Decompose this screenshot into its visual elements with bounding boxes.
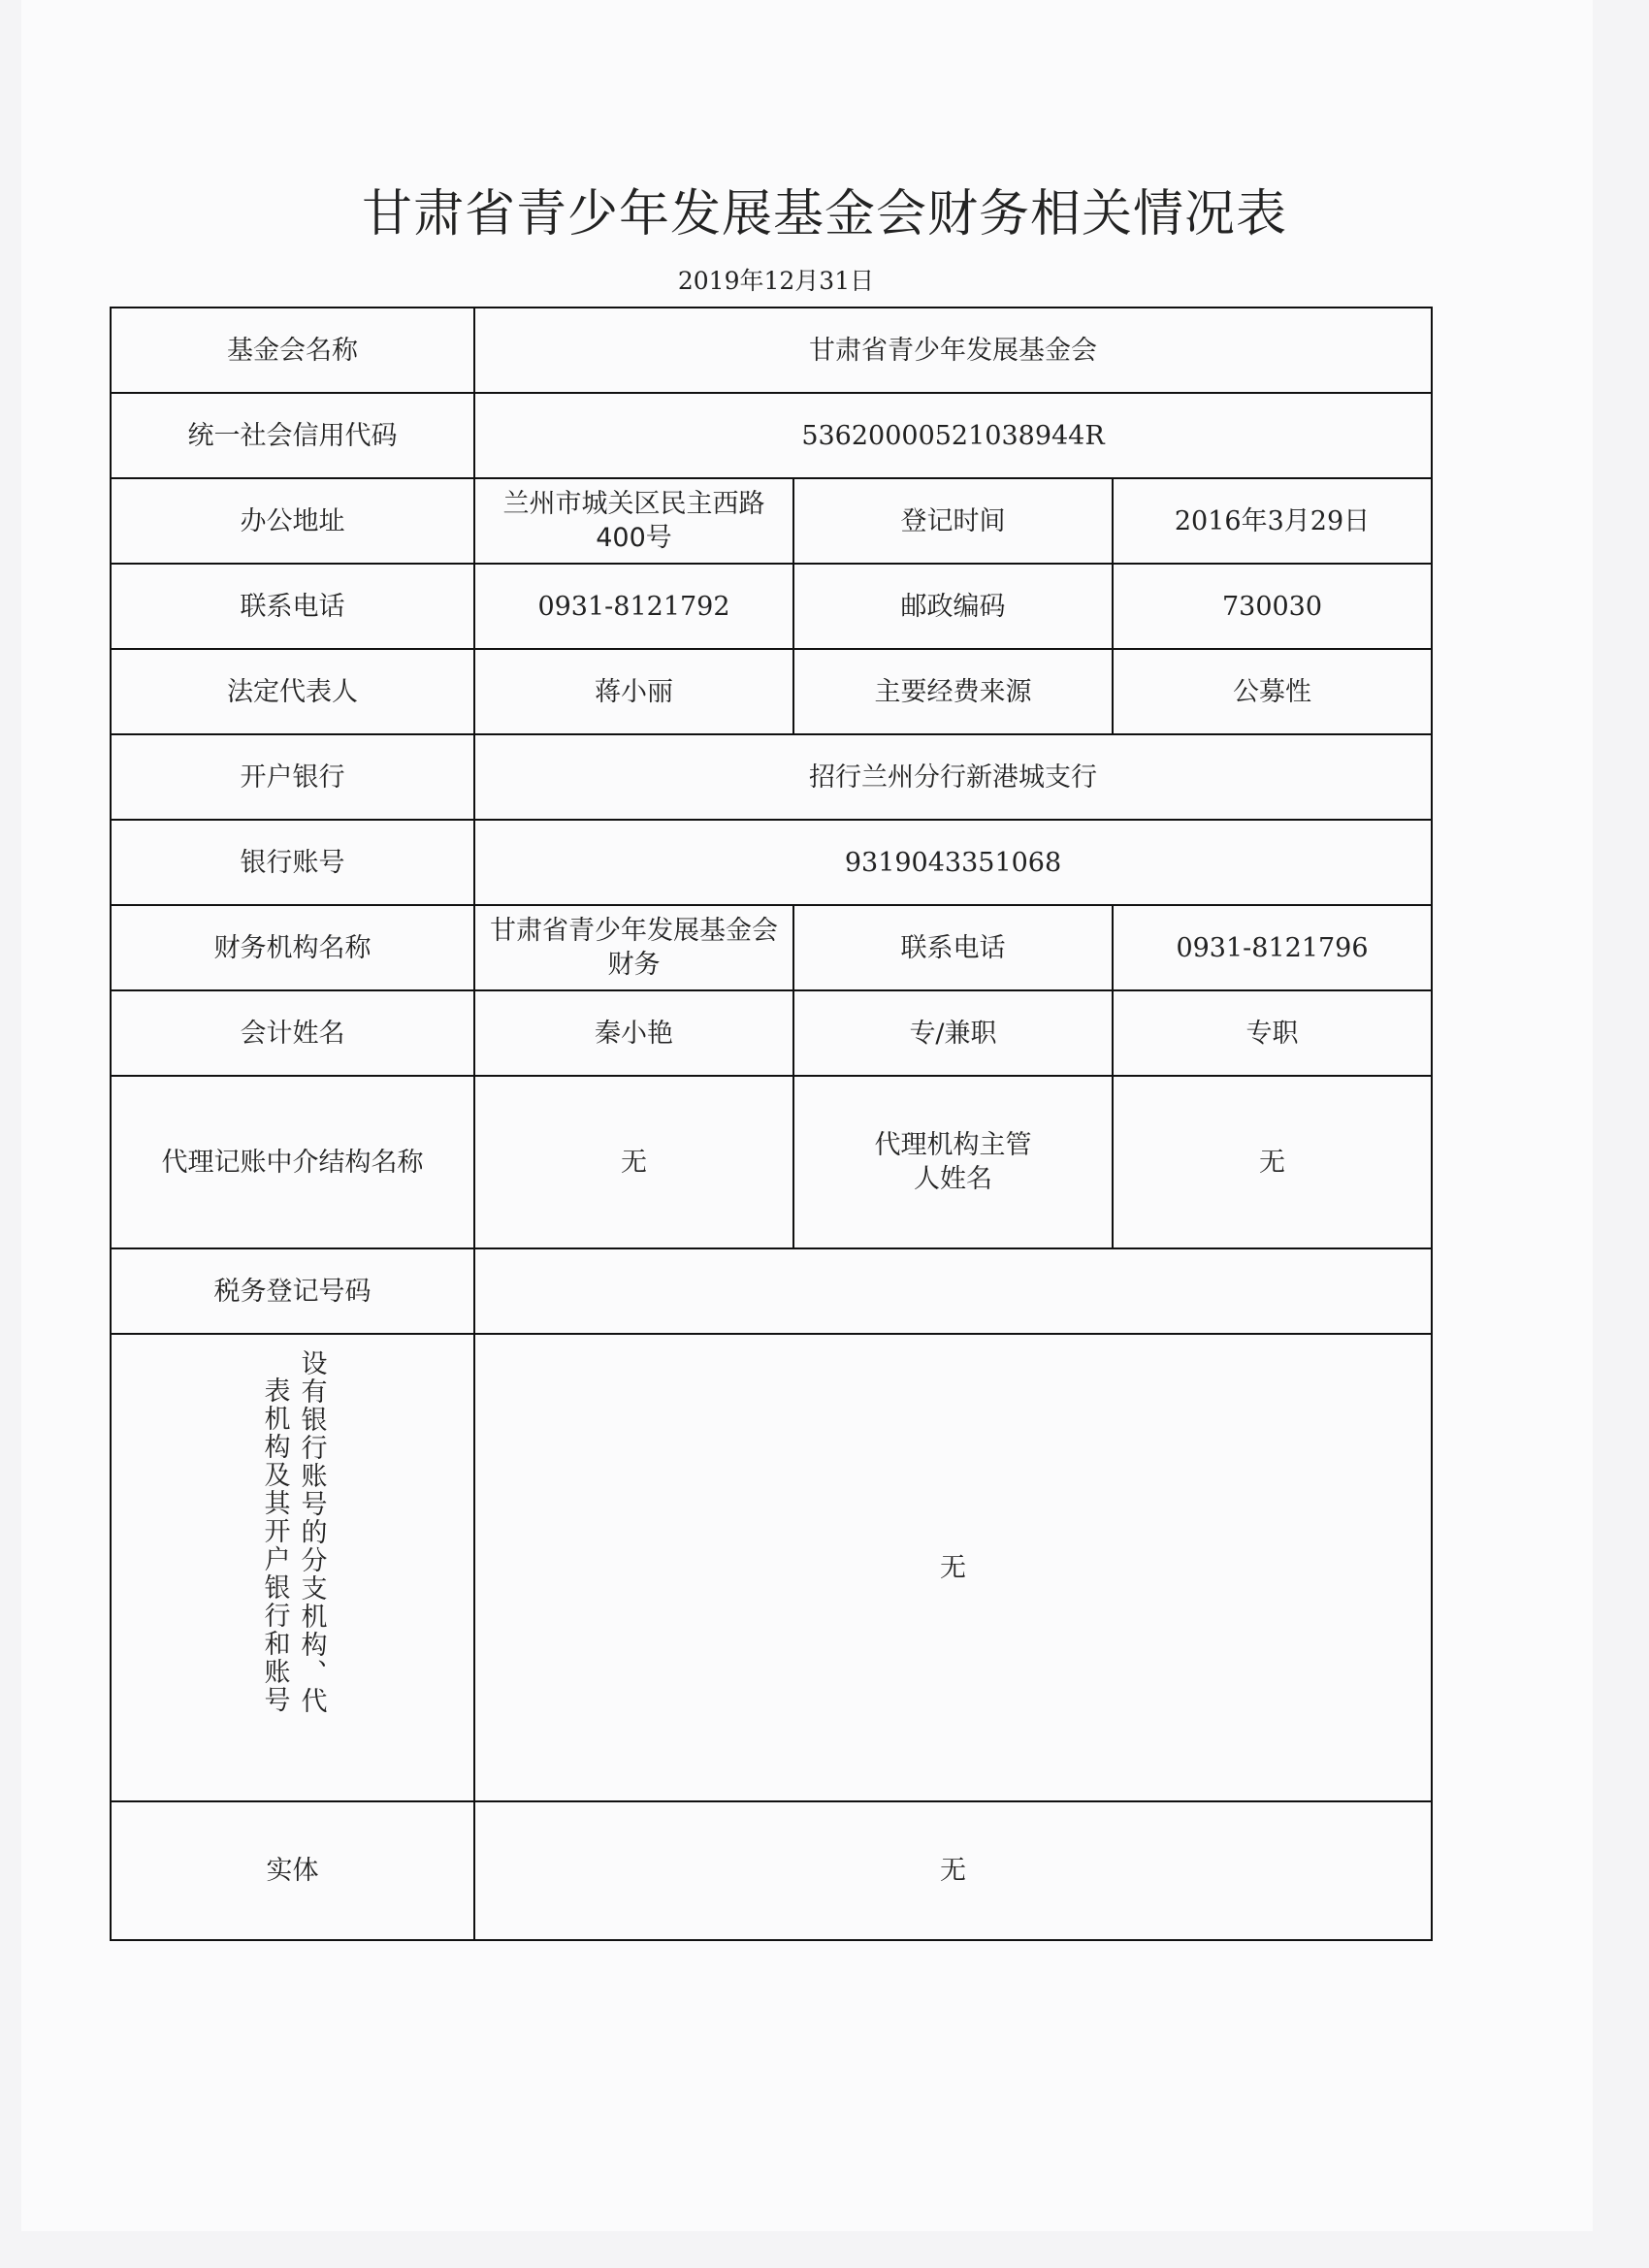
branches-value: 无 xyxy=(474,1334,1432,1801)
funding-source-value: 公募性 xyxy=(1113,649,1432,734)
table-row xyxy=(111,393,1432,478)
contact-phone-label: 联系电话 xyxy=(111,564,474,649)
table-row xyxy=(111,1334,1432,1801)
table-row xyxy=(111,308,1432,393)
finance-info-table xyxy=(110,307,1433,1941)
table-row xyxy=(111,1248,1432,1334)
table-row xyxy=(111,820,1432,905)
postal-code-value: 730030 xyxy=(1113,564,1432,649)
agency-name-value: 无 xyxy=(474,1076,793,1248)
bank-account-label: 银行账号 xyxy=(111,820,474,905)
legal-representative-label: 法定代表人 xyxy=(111,649,474,734)
bank-account-value: 9319043351068 xyxy=(474,820,1432,905)
foundation-name-label: 基金会名称 xyxy=(111,308,474,393)
finance-phone-label: 联系电话 xyxy=(793,905,1113,990)
agency-head-value: 无 xyxy=(1113,1076,1432,1248)
registration-time-value: 2016年3月29日 xyxy=(1113,478,1432,564)
table-row xyxy=(111,905,1432,990)
branches-label-vertical xyxy=(115,1349,469,1786)
office-address-value: 兰州市城关区民主西路400号 xyxy=(474,478,793,564)
branches-label-column-1: 设有银行账号的分支机构、代 xyxy=(296,1349,327,1715)
document-date: 2019年12月31日 xyxy=(677,267,875,295)
table-row xyxy=(111,478,1432,564)
table-row xyxy=(111,1801,1432,1940)
branches-label-column-2: 表机构及其开户银行和账号 xyxy=(259,1377,290,1714)
employment-type-value: 专职 xyxy=(1113,990,1432,1076)
employment-type-label: 专/兼职 xyxy=(793,990,1113,1076)
bank-label: 开户银行 xyxy=(111,734,474,820)
agency-head-label: 代理机构主管人姓名 xyxy=(793,1076,1113,1248)
table-row xyxy=(111,990,1432,1076)
entity-label: 实体 xyxy=(111,1801,474,1940)
credit-code-label: 统一社会信用代码 xyxy=(111,393,474,478)
bank-value: 招行兰州分行新港城支行 xyxy=(474,734,1432,820)
legal-representative-value: 蒋小丽 xyxy=(474,649,793,734)
tax-registration-value xyxy=(474,1248,1432,1334)
contact-phone-value: 0931-8121792 xyxy=(474,564,793,649)
accountant-name-label: 会计姓名 xyxy=(111,990,474,1076)
document-title: 甘肃省青少年发展基金会财务相关情况表 xyxy=(361,185,1287,243)
entity-value: 无 xyxy=(474,1801,1432,1940)
tax-registration-label: 税务登记号码 xyxy=(111,1248,474,1334)
table-row xyxy=(111,734,1432,820)
finance-org-value: 甘肃省青少年发展基金会财务 xyxy=(474,905,793,990)
agency-name-label: 代理记账中介结构名称 xyxy=(111,1076,474,1248)
table-row xyxy=(111,564,1432,649)
finance-org-label: 财务机构名称 xyxy=(111,905,474,990)
accountant-name-value: 秦小艳 xyxy=(474,990,793,1076)
postal-code-label: 邮政编码 xyxy=(793,564,1113,649)
credit-code-value: 53620000521038944R xyxy=(474,393,1432,478)
table-row xyxy=(111,649,1432,734)
registration-time-label: 登记时间 xyxy=(793,478,1113,564)
table-row xyxy=(111,1076,1432,1248)
foundation-name-value: 甘肃省青少年发展基金会 xyxy=(474,308,1432,393)
office-address-label: 办公地址 xyxy=(111,478,474,564)
finance-phone-value: 0931-8121796 xyxy=(1113,905,1432,990)
branches-label xyxy=(111,1334,474,1801)
funding-source-label: 主要经费来源 xyxy=(793,649,1113,734)
